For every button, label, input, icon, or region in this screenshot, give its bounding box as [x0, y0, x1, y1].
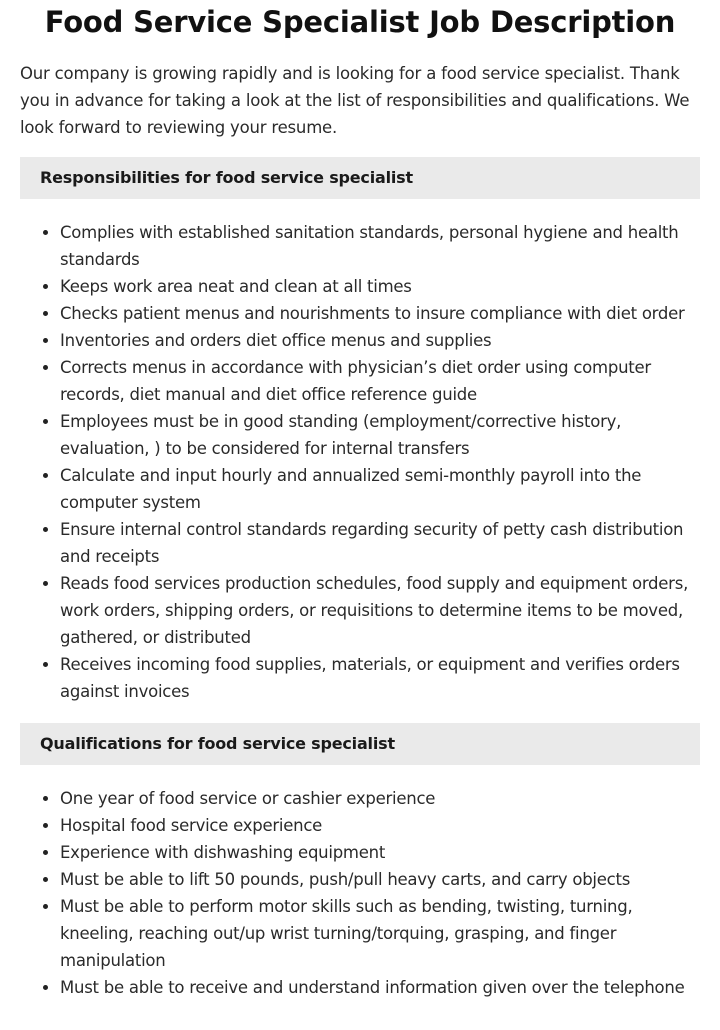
list-item-text: Inventories and orders diet office menus and supplies	[60, 331, 492, 350]
list-item-text: Must be able to lift 50 pounds, push/pull heavy carts, and carry objects	[60, 870, 631, 889]
list-item	[60, 354, 700, 408]
bullet-icon	[43, 662, 48, 667]
bullet-icon	[43, 230, 48, 235]
responsibilities-heading: Responsibilities for food service specialist	[20, 157, 700, 199]
bullet-icon	[43, 850, 48, 855]
bullet-icon	[43, 877, 48, 882]
list-item	[60, 651, 700, 705]
list-item	[60, 570, 700, 651]
list-item	[60, 785, 700, 812]
bullet-icon	[43, 473, 48, 478]
list-item-text: Experience with dishwashing equipment	[60, 843, 386, 862]
bullet-icon	[43, 311, 48, 316]
bullet-icon	[43, 796, 48, 801]
qualifications-list	[20, 785, 700, 1001]
bullet-icon	[43, 338, 48, 343]
list-item-text: Calculate and input hourly and annualized semi-monthly payroll into the computer system	[60, 466, 642, 512]
bullet-icon	[43, 527, 48, 532]
list-item-text: Reads food services production schedules, food supply and equipment orders, work orders, shipping orders, or requisitions to determine items to be moved, gathered, or distributed	[60, 574, 689, 647]
list-item	[60, 462, 700, 516]
bullet-icon	[43, 365, 48, 370]
bullet-icon	[43, 419, 48, 424]
page-title: Food Service Specialist Job Description	[44, 5, 676, 39]
bullet-icon	[43, 581, 48, 586]
list-item-text: One year of food service or cashier experience	[60, 789, 436, 808]
list-item-text: Receives incoming food supplies, materials, or equipment and verifies orders against invoices	[60, 655, 680, 701]
list-item	[60, 812, 700, 839]
list-item	[60, 893, 700, 974]
bullet-icon	[43, 904, 48, 909]
list-item-text: Corrects menus in accordance with physician’s diet order using computer records, diet manual and diet office reference guide	[60, 358, 651, 404]
list-item-text: Complies with established sanitation standards, personal hygiene and health standards	[60, 223, 679, 269]
list-item-text: Must be able to perform motor skills such as bending, twisting, turning, kneeling, reaching out/up wrist turning/torquing, grasping, and finger manipulation	[60, 897, 633, 970]
list-item	[60, 866, 700, 893]
list-item-text: Checks patient menus and nourishments to insure compliance with diet order	[60, 304, 685, 323]
bullet-icon	[43, 284, 48, 289]
bullet-icon	[43, 985, 48, 990]
bullet-icon	[43, 823, 48, 828]
list-item	[60, 300, 700, 327]
list-item	[60, 516, 700, 570]
list-item	[60, 974, 700, 1001]
list-item	[60, 219, 700, 273]
list-item	[60, 327, 700, 354]
responsibilities-list	[20, 219, 700, 705]
list-item-text: Must be able to receive and understand information given over the telephone	[60, 978, 685, 997]
intro-paragraph: Our company is growing rapidly and is looking for a food service specialist. Thank you in advance for taking a look at the list of responsibilities and qualifications. We look forward to reviewing your resume.	[20, 64, 690, 137]
qualifications-heading: Qualifications for food service specialist	[20, 723, 700, 765]
list-item	[60, 408, 700, 462]
list-item-text: Hospital food service experience	[60, 816, 323, 835]
list-item-text: Ensure internal control standards regarding security of petty cash distribution and receipts	[60, 520, 684, 566]
list-item-text: Keeps work area neat and clean at all times	[60, 277, 412, 296]
list-item-text: Employees must be in good standing (employment/corrective history, evaluation, ) to be considered for internal transfers	[60, 412, 622, 458]
list-item	[60, 839, 700, 866]
list-item	[60, 273, 700, 300]
